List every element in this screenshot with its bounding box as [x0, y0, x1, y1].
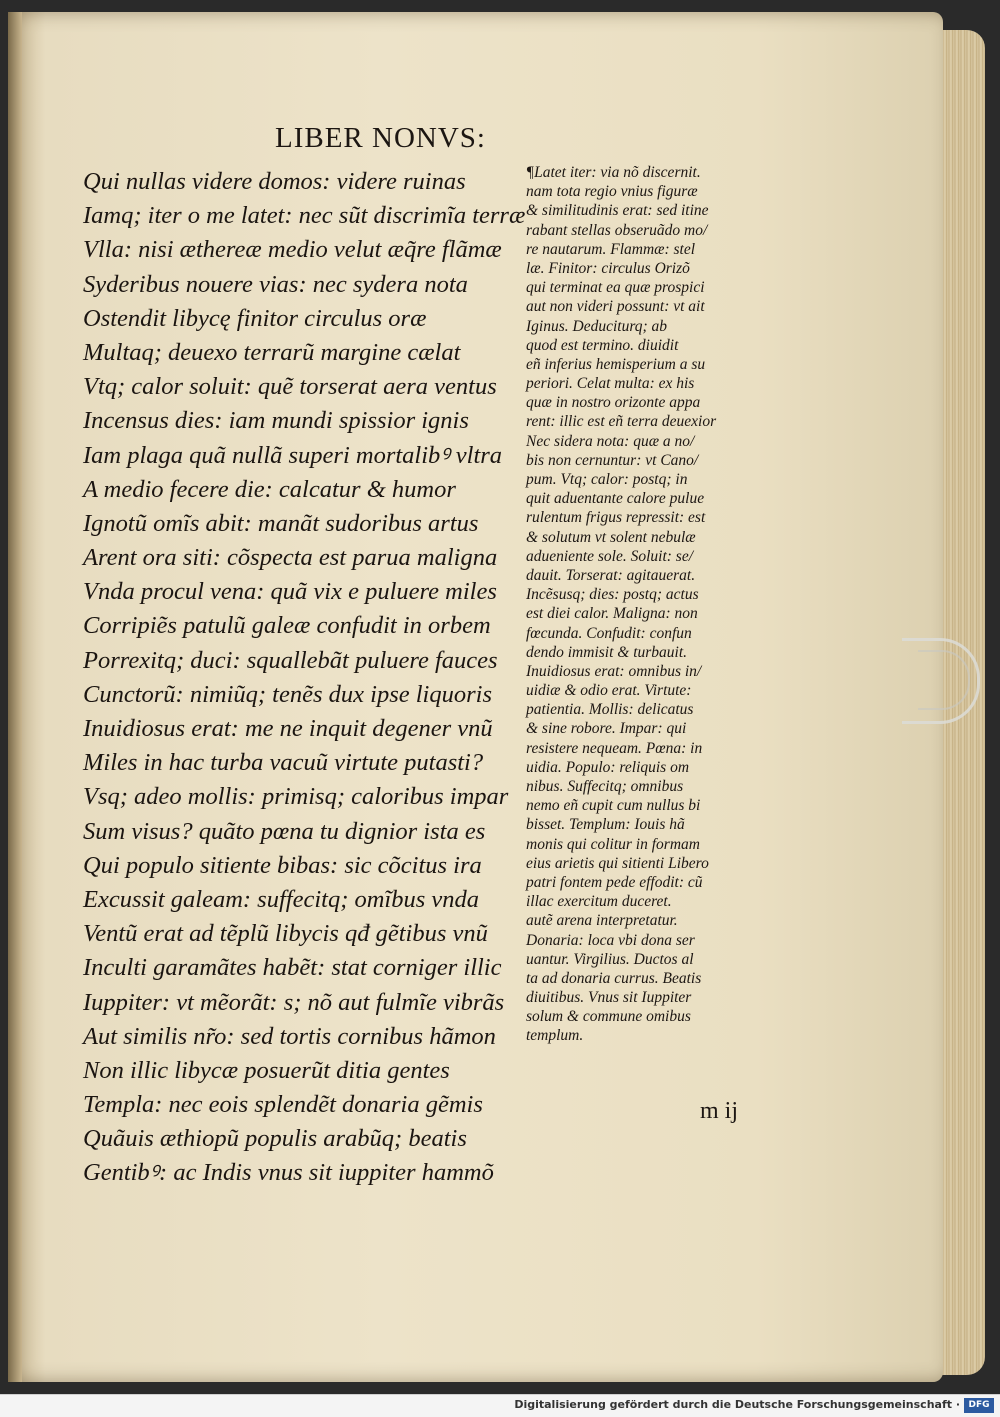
verse-line: Excussit galeam: suffecitq; omĩbus vnda — [83, 885, 480, 913]
verse-line: Iuppiter: vt mẽorãt: s; nõ aut fulmĩe vibrãs — [83, 988, 505, 1016]
commentary-line: re nautarum. Flammæ: stel — [526, 240, 696, 258]
commentary-line: quod est termino. diuidit — [526, 336, 679, 354]
verse-line: Sum visus? quãto pœna tu dignior ista es — [83, 817, 486, 845]
commentary-line: rabant stellas obseruãdo mo/ — [526, 221, 708, 239]
commentary-line: est diei calor. Maligna: non — [526, 605, 698, 623]
commentary-line: quæ in nostro orizonte appa — [526, 394, 701, 412]
verse-line: Porrexitq; duci: squallebãt puluere fauces — [83, 646, 498, 674]
commentary-line: qui terminat ea quæ prospici — [526, 279, 705, 297]
commentary-line: & solutum vt solent nebulæ — [526, 528, 696, 546]
verse-line: Arent ora siti: cõspecta est parua maligna — [83, 544, 498, 572]
verse-line: Quãuis æthiopũ populis arabũq; beatis — [83, 1125, 467, 1153]
commentary-line: uidiæ & odio erat. Virtute: — [526, 682, 692, 700]
verse-line: Ignotũ omĩs abit: manãt sudoribus artus — [83, 509, 479, 537]
gutter-shadow — [8, 12, 22, 1382]
verse-block — [83, 165, 526, 1191]
commentary-line: nemo eñ cupit cum nullus bi — [526, 797, 701, 815]
verse-line: Iamq; iter o me latet: nec sũt discrimĩa terræ — [83, 202, 526, 230]
verse-line: Gentibꝰ: ac Indis vnus sit iuppiter hammõ — [83, 1159, 494, 1187]
commentary-line: eñ inferius hemisperium a su — [526, 355, 706, 373]
footer-credit: Digitalisierung gefördert durch die Deutsche Forschungsgemeinschaft · — [514, 1398, 960, 1411]
verse-line: Ventũ erat ad tẽplũ libycis qđ gẽtibus vnũ — [83, 920, 488, 948]
verse-line: Vnda procul vena: quã vix e puluere miles — [83, 578, 497, 606]
verse-line: A medio fecere die: calcatur & humor — [83, 475, 456, 503]
commentary-line: rent: illic est eñ terra deuexior — [526, 413, 717, 431]
commentary-line: patri fontem pede effodit: cũ — [526, 873, 703, 891]
commentary-line: fœcunda. Confudit: confun — [526, 624, 692, 642]
commentary-line: nibus. Suffecitq; omnibus — [526, 778, 684, 795]
commentary-line: uantur. Virgilius. Ductos al — [526, 950, 694, 968]
verse-line: Multaq; deuexo terrarũ margine cælat — [83, 338, 461, 366]
commentary-line: rulentum frigus repressit: est — [526, 509, 706, 527]
commentary-line: læ. Finitor: circulus Orizõ — [526, 259, 690, 277]
commentary-line: & similitudinis erat: sed itine — [526, 202, 709, 220]
verse-line: Vsq; adeo mollis: primisq; caloribus impar — [83, 783, 509, 811]
commentary-line: monis qui colitur in formam — [526, 835, 700, 853]
signature-mark: m ij — [700, 1098, 739, 1124]
commentary-line: diuitibus. Vnus sit Iuppiter — [526, 989, 692, 1007]
verse-line: Vlla: nisi æthereæ medio velut æq̃re flãmæ — [83, 236, 502, 264]
verse-line: Inuidiosus erat: me ne inquit degener vnũ — [83, 715, 493, 742]
verse-line: Corripiẽs patulũ galeæ confudit in orbem — [83, 612, 491, 640]
paper-clip-inner — [918, 650, 970, 710]
commentary-line: solum & commune omibus — [526, 1008, 691, 1026]
commentary-block — [526, 163, 794, 1046]
commentary-line: adueniente sole. Soluit: se/ — [526, 547, 694, 565]
commentary-line: bis non cernuntur: vt Cano/ — [526, 451, 699, 469]
verse-line: Cunctorũ: nimiũq; tenẽs dux ipse liquoris — [83, 680, 492, 708]
commentary-line: dauit. Torserat: agitauerat. — [526, 566, 696, 584]
verse-line: Qui populo sitiente bibas: sic cõcitus ira — [83, 851, 482, 879]
commentary-line: autẽ arena interpretatur. — [526, 912, 678, 930]
footer-bar — [0, 1394, 1000, 1417]
commentary-line: illac exercitum duceret. — [526, 893, 672, 911]
commentary-line: patientia. Mollis: delicatus — [526, 701, 694, 719]
commentary-line: bisset. Templum: Iouis hã — [526, 816, 685, 834]
verse-line: Vtq; calor soluit: quẽ torserat aera ventus — [83, 373, 497, 401]
verse-line: Incensus dies: iam mundi spissior ignis — [83, 407, 469, 435]
commentary-line: ¶Latet iter: via nõ discernit. — [526, 164, 701, 181]
commentary-line: & sine robore. Impar: qui — [526, 720, 687, 738]
commentary-line: ta ad donaria currus. Beatis — [526, 969, 702, 987]
commentary-line: quit aduentante calore pulue — [526, 490, 705, 508]
commentary-line: Nec sidera nota: quæ a no/ — [526, 432, 695, 450]
dfg-logo-icon: DFG — [964, 1398, 994, 1413]
commentary-line: aut non videri possunt: vt ait — [526, 298, 705, 316]
verse-line: Miles in hac turba vacuũ virtute putasti? — [83, 749, 484, 777]
commentary-line: Inuidiosus erat: omnibus in/ — [526, 662, 702, 680]
commentary-line: resistere nequeam. Pœna: in — [526, 739, 703, 757]
verse-line: Syderibus nouere vias: nec sydera nota — [83, 270, 468, 298]
commentary-line: uidia. Populo: reliquis om — [526, 758, 690, 776]
commentary-line: Incẽsusq; dies: postq; actus — [526, 586, 699, 604]
verse-line: Qui nullas videre domos: videre ruinas — [83, 168, 466, 195]
commentary-line: Donaria: loca vbi dona ser — [526, 931, 695, 949]
commentary-line: Iginus. Deduciturq; ab — [526, 317, 668, 335]
verse-line: Templa: nec eois splendẽt donaria gẽmis — [83, 1091, 483, 1119]
verse-line: Aut similis nr̃o: sed tortis cornibus hãmon — [83, 1022, 496, 1050]
commentary-line: pum. Vtq; calor: postq; in — [526, 471, 688, 488]
commentary-line: eius arietis qui sitienti Libero — [526, 854, 709, 872]
verse-line: Ostendit libycę finitor circulus oræ — [83, 304, 427, 332]
commentary-line: periori. Celat multa: ex his — [526, 375, 695, 393]
commentary-line: nam tota regio vnius figuræ — [526, 183, 698, 201]
verse-line: Iam plaga quã nullã superi mortalibꝰ vltra — [83, 441, 503, 469]
commentary-line: templum. — [526, 1027, 584, 1045]
verse-line: Non illic libycæ posuerũt ditia gentes — [83, 1056, 450, 1084]
commentary-line: dendo immisit & turbauit. — [526, 643, 688, 661]
verse-line: Inculti garamãtes habẽt: stat corniger illic — [83, 954, 502, 982]
page-heading: LIBER NONVS: — [275, 122, 486, 154]
